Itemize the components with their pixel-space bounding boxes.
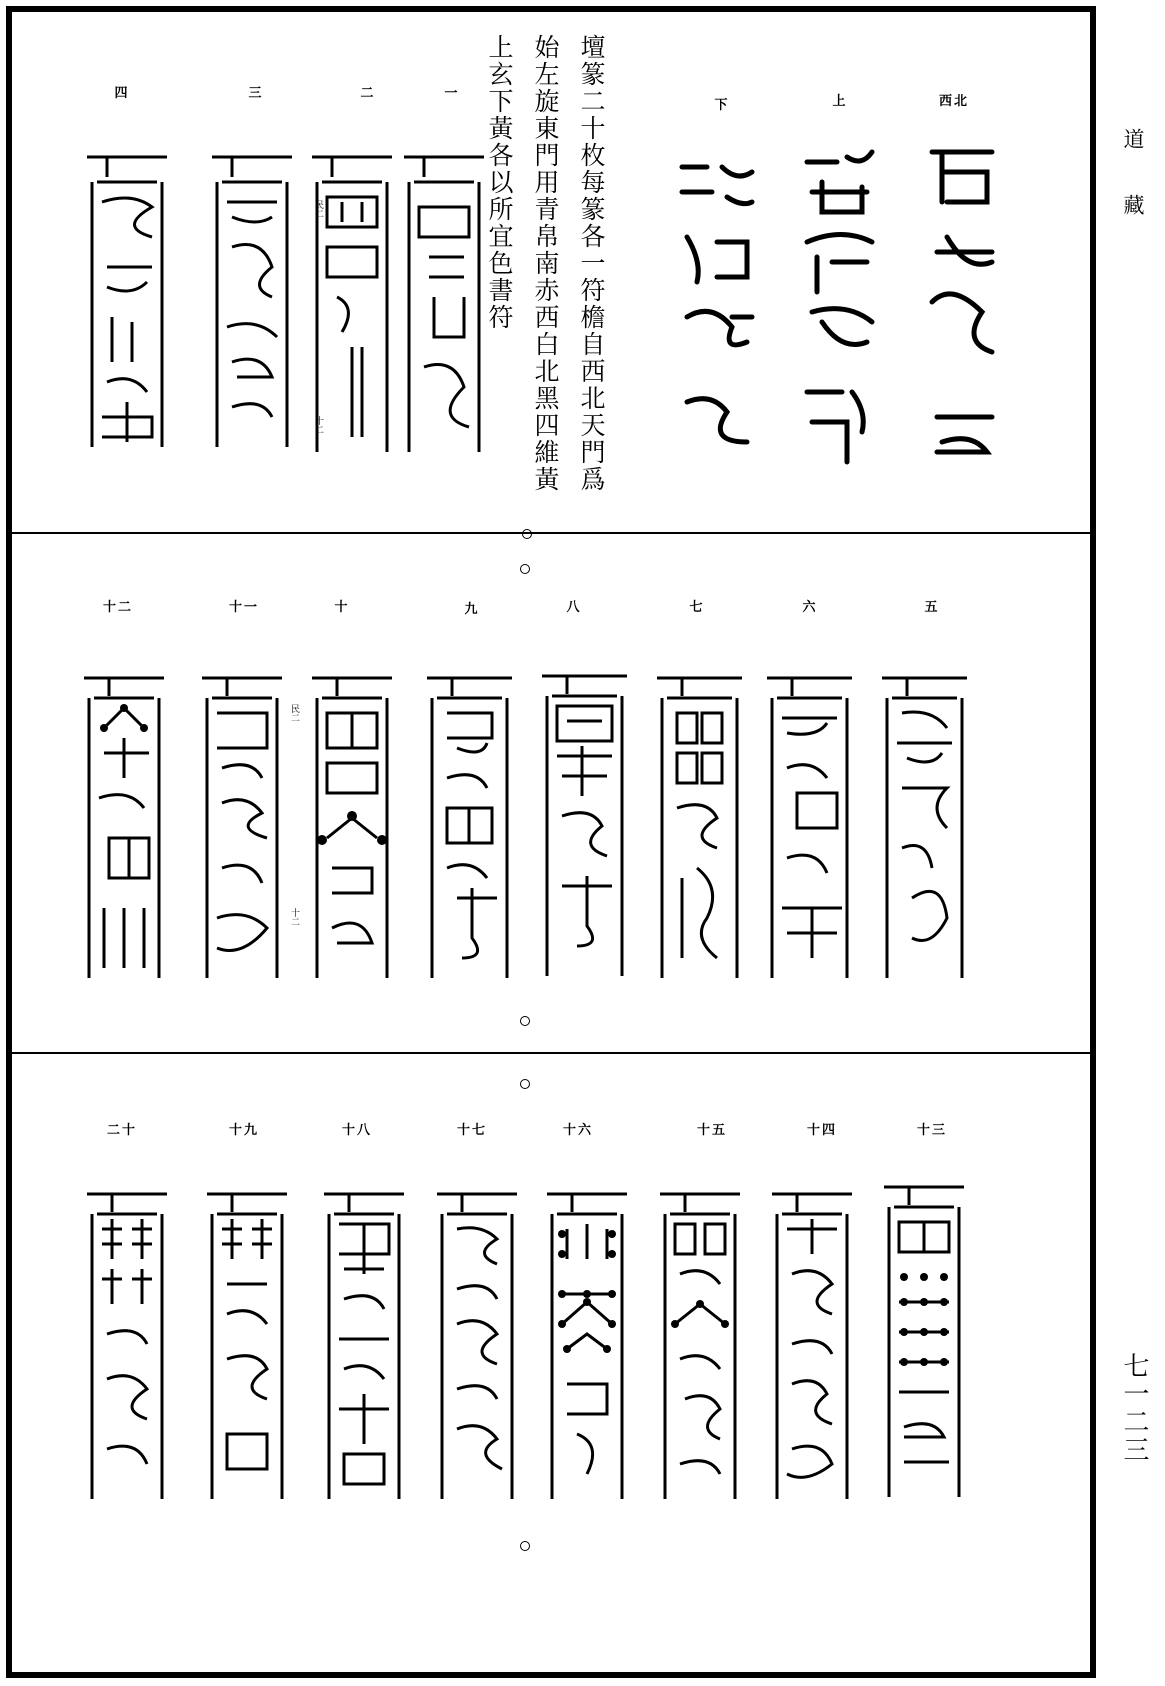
panel-divider-2	[12, 1052, 1090, 1054]
talisman-16	[537, 1184, 637, 1513]
talisman-7	[647, 668, 752, 992]
talisman-5	[872, 668, 977, 992]
label-13: 十三	[916, 1123, 947, 1138]
collection-title: 道藏	[1121, 128, 1145, 260]
talisman-12	[74, 668, 174, 992]
note-shi-er: 十二	[313, 416, 323, 434]
talisman-2	[302, 147, 402, 466]
label-9: 九	[464, 602, 480, 617]
label-15: 十五	[696, 1123, 727, 1138]
seal-glyph-shang	[792, 142, 887, 496]
label-1: 一	[444, 86, 460, 101]
note-shi-er: 十二	[289, 908, 299, 926]
talisman-10	[302, 668, 402, 992]
label-20: 二十	[106, 1123, 137, 1138]
label-6: 六	[802, 600, 818, 615]
talisman-9	[417, 668, 522, 992]
panel-divider-1	[12, 532, 1090, 534]
label-10: 十	[334, 600, 350, 615]
circle-mark	[520, 1541, 530, 1551]
instruction-line-1: 壇篆二十枚每篆各一符檐自西北天門爲	[577, 34, 606, 493]
panel-top	[12, 12, 1090, 568]
talisman-3	[202, 147, 302, 461]
talisman-11	[192, 668, 292, 992]
talisman-17	[427, 1184, 527, 1513]
seal-glyph-xia	[667, 152, 762, 486]
talisman-1	[394, 147, 494, 466]
instruction-line-3: 上玄下黃各以所宜色書符	[485, 34, 514, 331]
label-14: 十四	[806, 1123, 837, 1138]
page-frame	[6, 6, 1096, 1678]
talisman-15	[650, 1184, 750, 1513]
panel-middle	[12, 568, 1090, 1129]
circle-mark	[520, 564, 530, 574]
label-3: 三	[248, 86, 264, 101]
talisman-20	[77, 1184, 177, 1513]
label-shang: 上	[832, 94, 848, 109]
talisman-6	[757, 668, 862, 992]
label-5: 五	[924, 600, 940, 615]
talisman-18	[314, 1184, 414, 1513]
label-16: 十六	[562, 1123, 593, 1138]
circle-mark	[520, 1016, 530, 1026]
label-4: 四	[114, 86, 130, 101]
label-7: 七	[689, 600, 705, 615]
talisman-19	[197, 1184, 297, 1513]
note-min-er: 民二	[289, 704, 299, 722]
talisman-8	[532, 666, 637, 990]
label-12: 十二	[102, 600, 133, 615]
page-number: 七一二三	[1119, 1352, 1149, 1464]
panel-bottom	[12, 1123, 1090, 1672]
label-2: 二	[360, 86, 376, 101]
circle-mark	[520, 1079, 530, 1089]
label-17: 十七	[456, 1123, 487, 1138]
label-xibei: 西北	[938, 94, 969, 109]
label-xia: 下	[714, 98, 730, 113]
talisman-14	[762, 1184, 862, 1513]
label-19: 十九	[228, 1123, 259, 1138]
label-11: 十一	[228, 600, 259, 615]
note-min-er: 民二	[313, 200, 323, 218]
circle-mark	[522, 529, 532, 539]
label-18: 十八	[341, 1123, 372, 1138]
label-8: 八	[566, 600, 582, 615]
seal-glyph-xibei	[912, 142, 1007, 496]
talisman-4	[77, 147, 177, 461]
instruction-line-2: 始左旋東門用青帛南赤西白北黑四維黃	[531, 34, 560, 493]
talisman-13	[874, 1177, 974, 1511]
